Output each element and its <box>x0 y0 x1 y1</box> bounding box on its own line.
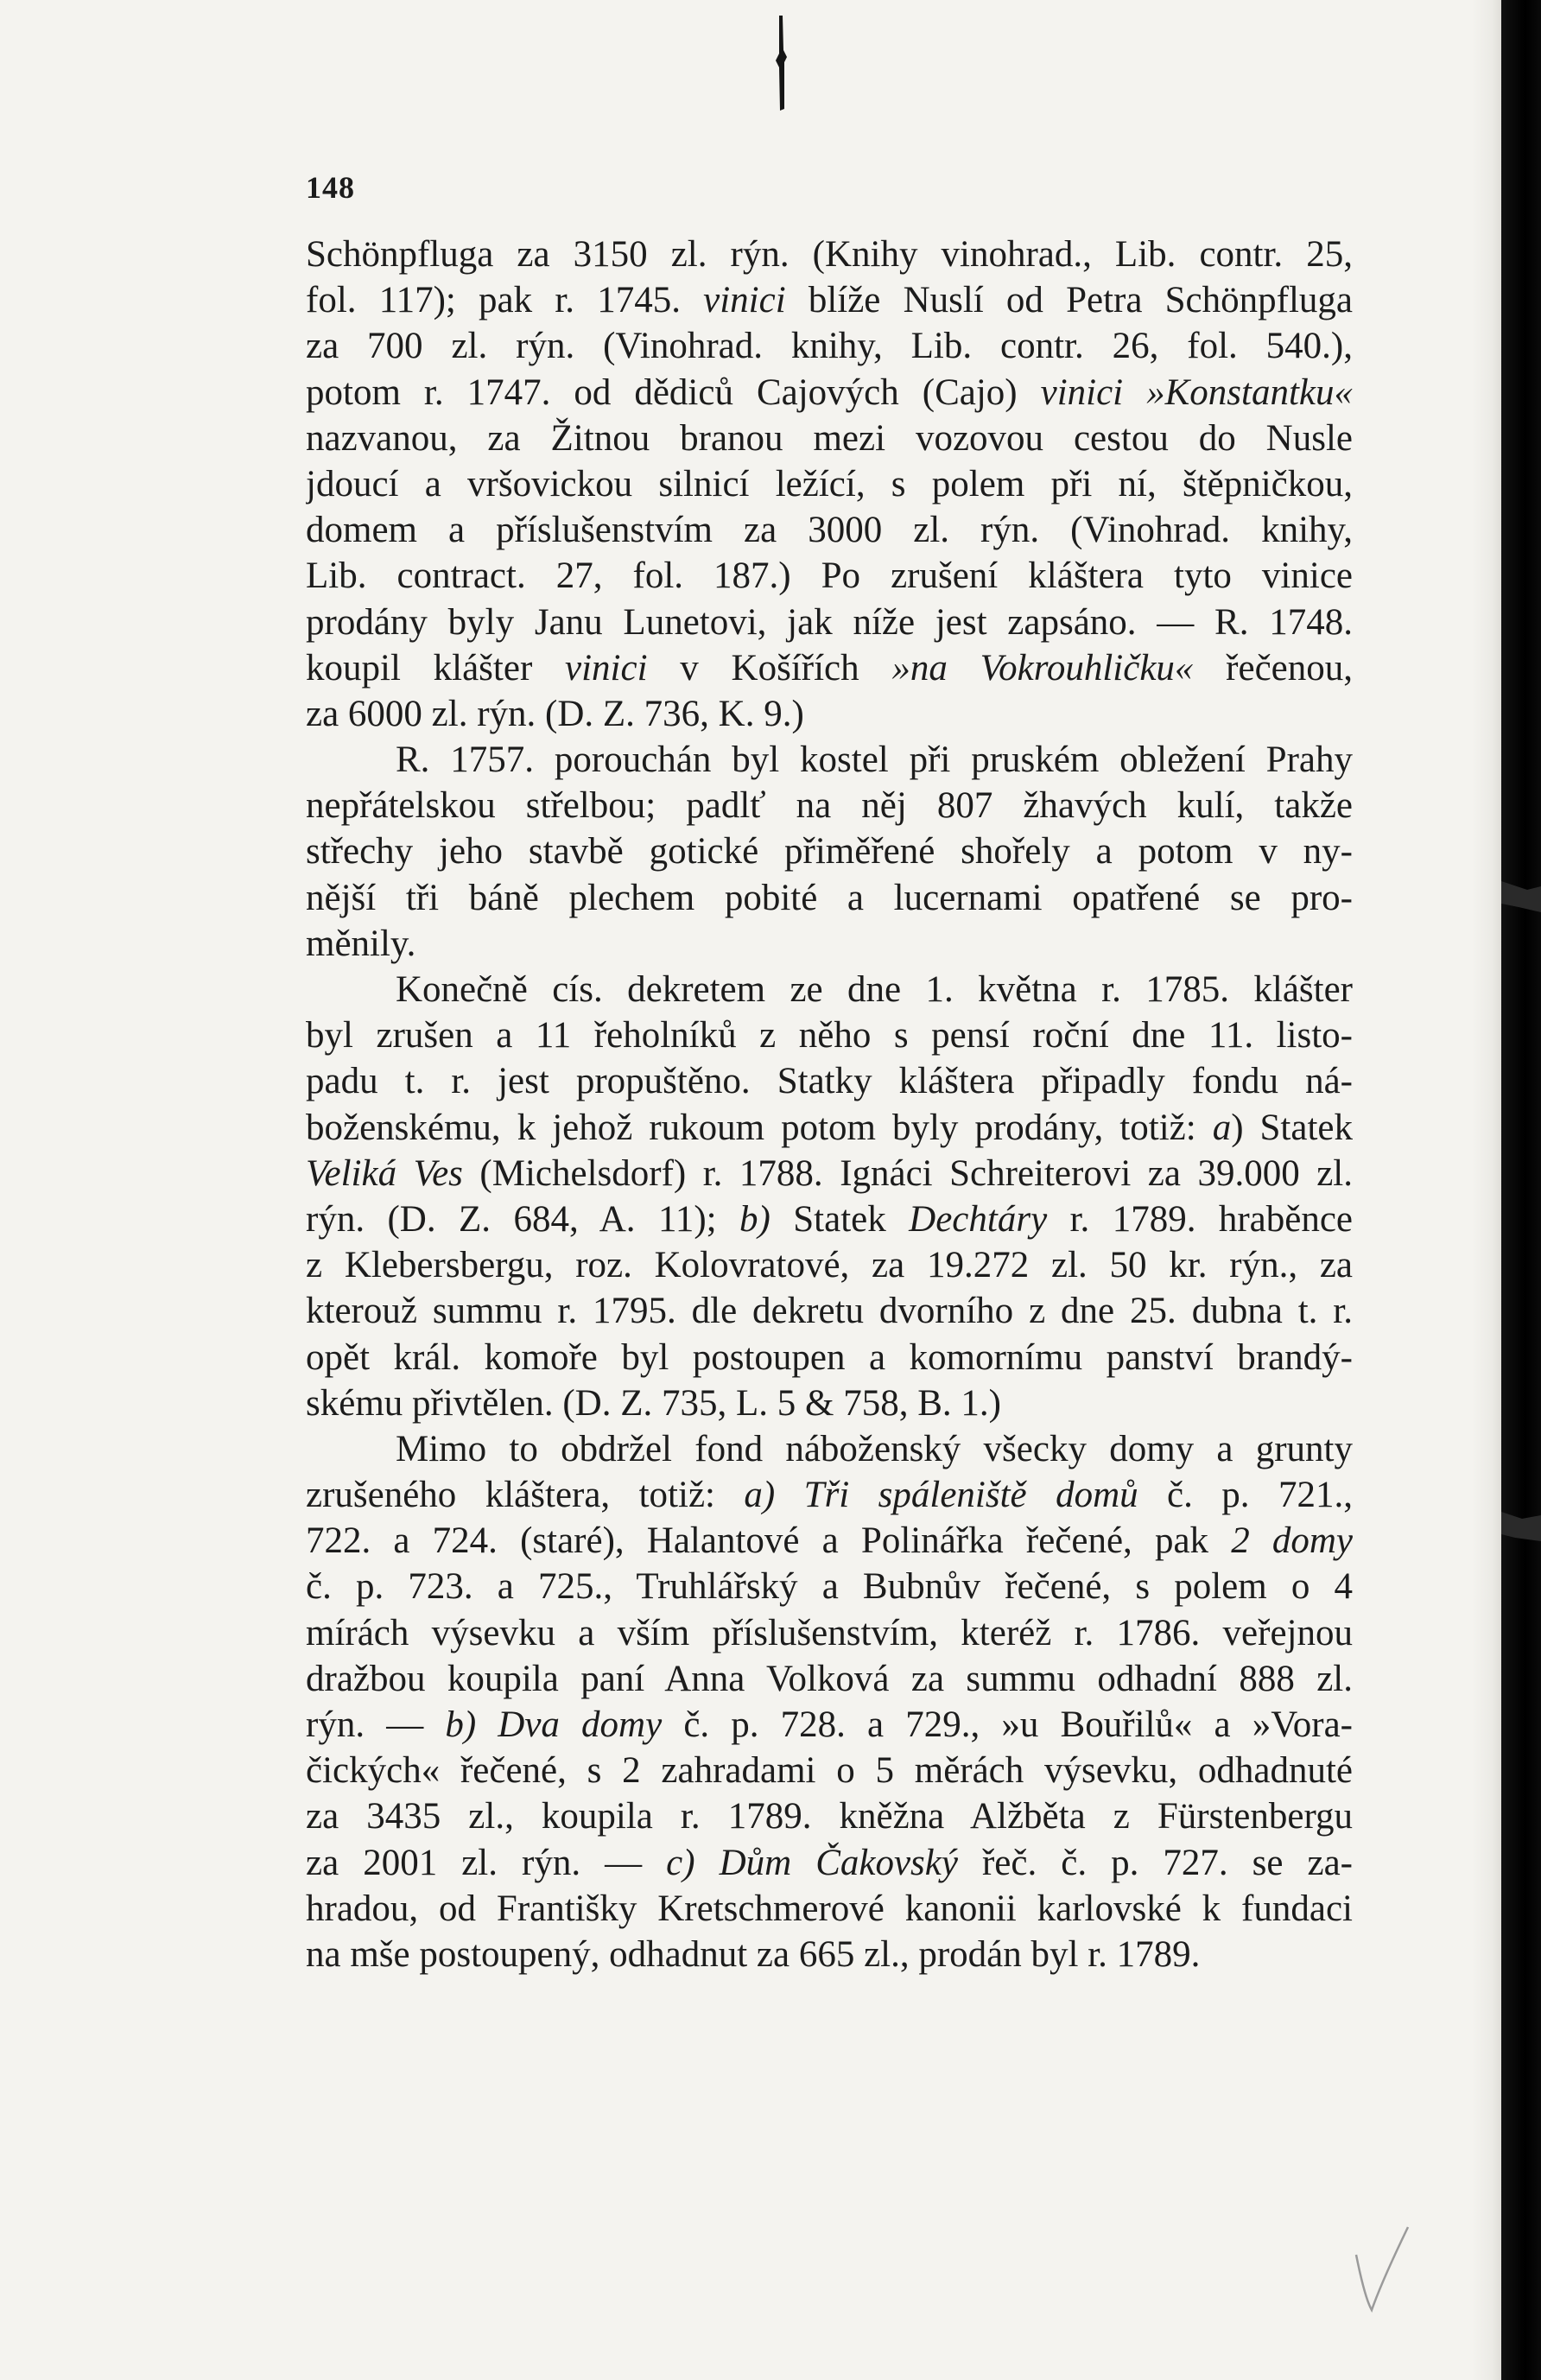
text-line <box>306 1288 1353 1334</box>
text-line <box>306 600 1353 645</box>
text-run: měnily. <box>306 923 416 964</box>
page-number: 148 <box>306 170 355 205</box>
text-run: r. 1789. hraběnce <box>1047 1198 1353 1240</box>
italic-text: Dechtáry <box>909 1198 1048 1240</box>
text-run: fol. 117); pak r. 1745. <box>306 280 704 321</box>
text-run: na mše postoupený, odhadnut za 665 zl., prodán byl r. 1789. <box>306 1933 1201 1975</box>
text-line <box>306 1426 1353 1472</box>
text-run: ) Statek <box>1231 1107 1353 1148</box>
text-run: čických« řečené, s 2 zahradami o 5 měrách výsevku, odhadnuté <box>306 1750 1353 1792</box>
text-run: nepřátelskou střelbou; padlť na něj 807 žhavých kulí, takže <box>306 785 1353 827</box>
text-line <box>306 645 1353 691</box>
text-line <box>306 1840 1353 1886</box>
text-run: rýn. — <box>306 1704 446 1745</box>
text-line <box>306 1656 1353 1702</box>
italic-text: b) Dva domy <box>445 1704 663 1745</box>
text-line <box>306 1242 1353 1288</box>
italic-text: 2 domy <box>1231 1520 1353 1562</box>
text-run: za 2001 zl. rýn. — <box>306 1842 667 1883</box>
text-line <box>306 1196 1353 1242</box>
text-line <box>306 277 1353 323</box>
text-line <box>306 1380 1353 1426</box>
text-line <box>306 1335 1353 1380</box>
italic-text: »na Vokrouhličku« <box>891 647 1194 689</box>
text-run: kterouž summu r. 1795. dle dekretu dvorního z dne 25. dubna t. r. <box>306 1291 1353 1332</box>
text-line <box>306 507 1353 553</box>
text-line <box>306 1058 1353 1104</box>
italic-text: Veliká Ves <box>306 1152 463 1194</box>
italic-text: a <box>1212 1107 1232 1148</box>
text-line <box>306 1151 1353 1196</box>
text-line <box>306 967 1353 1012</box>
text-line <box>306 1105 1353 1151</box>
text-line <box>306 370 1353 416</box>
text-line <box>306 232 1353 277</box>
text-run: nější tři báně plechem pobité a lucernami opatřené se pro- <box>306 877 1353 918</box>
italic-text: a) Tři spáleniště domů <box>744 1475 1138 1516</box>
text-run: z Klebersbergu, roz. Kolovratové, za 19.272 zl. 50 kr. rýn., za <box>306 1245 1353 1286</box>
pencil-mark <box>1348 2220 1425 2315</box>
text-run: v Košířích <box>647 647 892 689</box>
text-line <box>306 1518 1353 1564</box>
italic-text: vinici <box>703 280 786 321</box>
text-run: R. 1757. porouchán byl kostel při pruském obležení Prahy <box>396 739 1353 781</box>
text-line <box>306 1610 1353 1656</box>
text-run: dražbou koupila paní Anna Volková za summu odhadní 888 zl. <box>306 1658 1353 1699</box>
italic-text: b) <box>739 1198 770 1240</box>
text-line <box>306 1472 1353 1518</box>
text-line <box>306 323 1353 369</box>
text-run: rýn. (D. Z. 684, A. 11); <box>306 1198 740 1240</box>
text-line <box>306 691 1353 737</box>
top-ink-mark <box>774 16 788 111</box>
text-run: za 700 zl. rýn. (Vinohrad. knihy, Lib. contr. 26, fol. 540.), <box>306 326 1353 367</box>
text-run: padu t. r. jest propuštěno. Statky kláštera připadly fondu ná- <box>306 1061 1353 1102</box>
text-run: č. p. 728. a 729., »u Bouřilů« a »Vora- <box>662 1704 1353 1745</box>
text-run: potom r. 1747. od dědiců Cajových (Cajo) <box>306 371 1041 413</box>
italic-text: c) Dům Čakovský <box>666 1842 958 1883</box>
text-run: zrušeného kláštera, totiž: <box>306 1475 745 1516</box>
text-line <box>306 1886 1353 1932</box>
text-run: jdoucí a vršovickou silnicí ležící, s polem při ní, štěpničkou, <box>306 463 1353 505</box>
text-run: za 6000 zl. rýn. (D. Z. 736, K. 9.) <box>306 693 804 734</box>
text-run: 722. a 724. (staré), Halantové a Polinářka řečené, pak <box>306 1520 1232 1562</box>
text-run: Konečně cís. dekretem ze dne 1. května r. 1785. klášter <box>396 969 1353 1010</box>
text-run: prodány byly Janu Lunetovi, jak níže jest zapsáno. — R. 1748. <box>306 601 1353 643</box>
text-line <box>306 1564 1353 1609</box>
text-line <box>306 1932 1353 1977</box>
dark-scan-border <box>1501 0 1541 2380</box>
text-line <box>306 461 1353 507</box>
body-text <box>306 232 1353 1977</box>
text-run: Lib. contract. 27, fol. 187.) Po zrušení kláštera tyto vinice <box>306 555 1353 597</box>
text-run: č. p. 721., <box>1138 1475 1353 1516</box>
text-line <box>306 416 1353 461</box>
text-line <box>306 1012 1353 1058</box>
text-run: řeč. č. p. 727. se za- <box>957 1842 1353 1883</box>
text-run: skému přivtělen. (D. Z. 735, L. 5 & 758, B. 1.) <box>306 1382 1001 1424</box>
text-run: byl zrušen a 11 řeholníků z něho s pensí roční dne 11. listo- <box>306 1015 1353 1057</box>
text-run: řečenou, <box>1193 647 1353 689</box>
italic-text: vinici »Konstantku« <box>1040 371 1353 413</box>
text-run: Mimo to obdržel fond náboženský všecky domy a grunty <box>396 1428 1353 1469</box>
italic-text: vinici <box>565 647 648 689</box>
edge-ink-mark-2 <box>1501 1503 1541 1555</box>
text-line <box>306 737 1353 783</box>
text-line <box>306 1702 1353 1748</box>
text-line <box>306 828 1353 874</box>
text-run: hradou, od Františky Kretschmerové kanonii karlovské k fundaci <box>306 1888 1353 1929</box>
text-run: koupil klášter <box>306 647 566 689</box>
text-run: nazvanou, za Žitnou branou mezi vozovou cestou do Nusle <box>306 417 1353 459</box>
text-run: (Michelsdorf) r. 1788. Ignáci Schreiterovi za 39.000 zl. <box>462 1152 1353 1194</box>
text-line <box>306 875 1353 921</box>
text-line <box>306 553 1353 599</box>
text-line <box>306 783 1353 828</box>
text-line <box>306 921 1353 967</box>
text-run: za 3435 zl., koupila r. 1789. kněžna Alžběta z Fürstenbergu <box>306 1796 1353 1837</box>
text-run: č. p. 723. a 725., Truhlářský a Bubnův řečené, s polem o 4 <box>306 1566 1353 1608</box>
text-run: blíže Nuslí od Petra Schönpfluga <box>785 280 1353 321</box>
edge-ink-mark <box>1501 864 1541 933</box>
text-run: Statek <box>770 1198 910 1240</box>
text-run: boženskému, k jehož rukoum potom byly prodány, totiž: <box>306 1107 1213 1148</box>
text-run: opět král. komoře byl postoupen a komornímu panství brandý- <box>306 1336 1353 1378</box>
text-run: mírách výsevku a vším příslušenstvím, kteréž r. 1786. veřejnou <box>306 1612 1353 1653</box>
text-run: domem a příslušenstvím za 3000 zl. rýn. (Vinohrad. knihy, <box>306 510 1353 551</box>
text-line <box>306 1748 1353 1793</box>
text-run: střechy jeho stavbě gotické přiměřené shořely a potom v ny- <box>306 831 1353 873</box>
text-run: Schönpfluga za 3150 zl. rýn. (Knihy vinohrad., Lib. contr. 25, <box>306 234 1353 275</box>
text-line <box>306 1793 1353 1839</box>
